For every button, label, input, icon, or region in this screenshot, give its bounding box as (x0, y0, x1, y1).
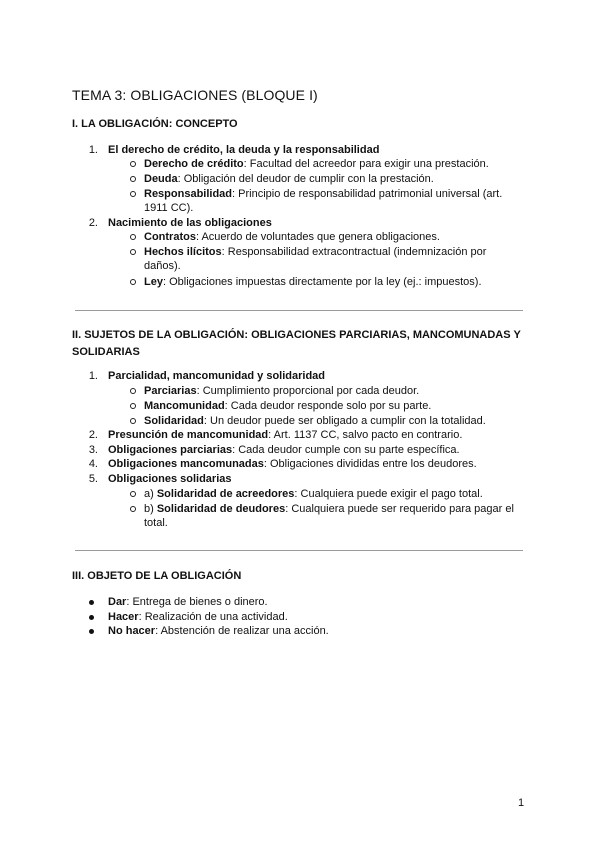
definition: : Obligación del deudor de cumplir con la prestación. (177, 173, 434, 185)
definition: : Abstención de realizar una acción. (155, 625, 329, 637)
definition: : Principio de responsabilidad patrimonial universal (art. (232, 188, 503, 200)
continuation-text: 1911 CC). (144, 202, 194, 214)
definition: : Cada deudor cumple con su parte específica. (232, 444, 460, 456)
term: Obligaciones mancomunadas (108, 458, 264, 470)
term: No hacer (108, 625, 156, 637)
definition: : Obligaciones divididas entre los deudores. (263, 458, 477, 470)
term: Obligaciones parciarias (108, 444, 233, 456)
section-2-heading: II. SUJETOS DE LA OBLIGACIÓN: OBLIGACIONES PARCIARIAS, MANCOMUNADAS Y SOLIDARIAS (72, 329, 521, 358)
circle-bullet-icon (130, 234, 136, 240)
term: Hechos ilícitos (144, 246, 222, 258)
bullet-item (108, 595, 268, 609)
list-item (108, 457, 477, 471)
list-number: 5. (88, 473, 98, 485)
list-item (108, 428, 462, 442)
prefix: a) (144, 488, 157, 500)
definition: : Realización de una actividad. (138, 611, 288, 623)
definition: : Un deudor puede ser obligado a cumplir con la totalidad. (203, 415, 486, 427)
definition: : Cualquiera puede ser requerido para pagar el (285, 503, 514, 515)
sub-list-item (144, 157, 489, 171)
bullet-icon (89, 629, 94, 634)
list-number: 2. (88, 429, 98, 441)
term: Solidaridad de deudores (156, 503, 286, 515)
bullet-item (108, 624, 329, 638)
sub-list-item (144, 172, 434, 186)
document-title: TEMA 3: OBLIGACIONES (BLOQUE I) (72, 87, 318, 103)
list-number: 2. (88, 217, 98, 229)
term: Solidaridad (144, 415, 204, 427)
section-divider (75, 550, 523, 551)
sub-list-item (144, 487, 483, 501)
list-item-label: Nacimiento de las obligaciones (108, 217, 272, 229)
definition: : Acuerdo de voluntades que genera obligaciones. (195, 231, 440, 243)
sub-list-item (144, 502, 514, 516)
circle-bullet-icon (130, 491, 136, 497)
definition: : Entrega de bienes o dinero. (126, 596, 268, 608)
continuation-text: daños). (144, 260, 181, 272)
term: Dar (108, 596, 127, 608)
bullet-icon (89, 615, 94, 620)
definition: : Responsabilidad extracontractual (indemnización por (221, 246, 487, 258)
bullet-item (108, 610, 288, 624)
definition: : Obligaciones impuestas directamente por la ley (ej.: impuestos). (162, 276, 482, 288)
section-1-heading: I. LA OBLIGACIÓN: CONCEPTO (72, 118, 238, 130)
circle-bullet-icon (130, 161, 136, 167)
sub-list-item (144, 275, 482, 289)
definition: : Cualquiera puede exigir el pago total. (294, 488, 483, 500)
term: Derecho de crédito (144, 158, 244, 170)
sub-list-item (144, 384, 419, 398)
prefix: b) (144, 503, 157, 515)
circle-bullet-icon (130, 506, 136, 512)
list-item (108, 443, 460, 457)
list-item-label: El derecho de crédito, la deuda y la responsabilidad (108, 144, 380, 156)
section-divider (75, 310, 523, 311)
term: Responsabilidad (144, 188, 233, 200)
term: Mancomunidad (144, 400, 225, 412)
circle-bullet-icon (130, 418, 136, 424)
term: Presunción de mancomunidad (108, 429, 269, 441)
definition: : Art. 1137 CC, salvo pacto en contrario. (268, 429, 463, 441)
list-item-label: Parcialidad, mancomunidad y solidaridad (108, 370, 326, 382)
circle-bullet-icon (130, 279, 136, 285)
circle-bullet-icon (130, 249, 136, 255)
definition: : Cumplimiento proporcional por cada deudor. (196, 385, 420, 397)
list-item-label: Obligaciones solidarias (108, 473, 232, 485)
list-number: 1. (88, 144, 98, 156)
term: Deuda (144, 173, 178, 185)
term: Ley (144, 276, 163, 288)
definition: : Cada deudor responde solo por su parte. (224, 400, 432, 412)
term: Parciarias (144, 385, 197, 397)
term: Hacer (108, 611, 139, 623)
list-number: 4. (88, 458, 98, 470)
sub-list-item (144, 230, 440, 244)
definition: : Facultad del acreedor para exigir una prestación. (243, 158, 489, 170)
circle-bullet-icon (130, 403, 136, 409)
section-3-heading: III. OBJETO DE LA OBLIGACIÓN (72, 570, 242, 582)
page-number: 1 (518, 797, 525, 809)
continuation-text: total. (144, 517, 168, 529)
circle-bullet-icon (130, 176, 136, 182)
term: Solidaridad de acreedores (156, 488, 295, 500)
circle-bullet-icon (130, 388, 136, 394)
sub-list-item (144, 187, 502, 201)
sub-list-item (144, 399, 431, 413)
list-number: 1. (88, 370, 98, 382)
list-number: 3. (88, 444, 98, 456)
term: Contratos (144, 231, 196, 243)
bullet-icon (89, 600, 94, 605)
sub-list-item (144, 245, 486, 259)
sub-list-item (144, 414, 486, 428)
circle-bullet-icon (130, 191, 136, 197)
